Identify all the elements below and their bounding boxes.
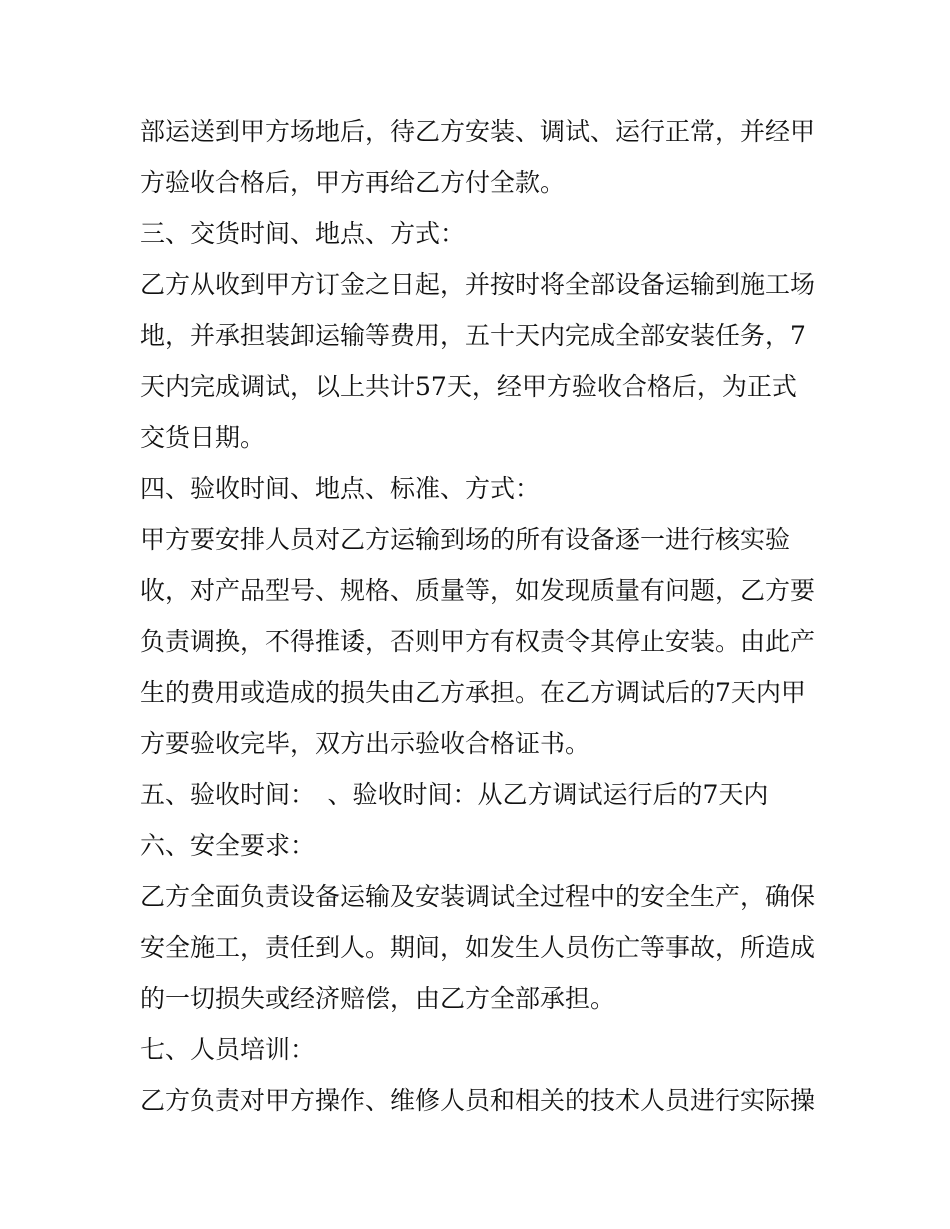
section-heading-acceptance: 四、验收时间、地点、标准、方式： xyxy=(140,474,541,503)
text-line: 收，对产品型号、规格、质量等，如发现质量有问题，乙方要 xyxy=(140,576,816,605)
text-line: 乙方全面负责设备运输及安装调试全过程中的安全生产，确保 xyxy=(140,882,816,911)
text-line: 部运送到甲方场地后，待乙方安装、调试、运行正常，并经甲 xyxy=(140,117,816,146)
text-line: 甲方要安排人员对乙方运输到场的所有设备逐一进行核实验 xyxy=(140,525,791,554)
section-heading-delivery: 三、交货时间、地点、方式： xyxy=(140,219,466,248)
text-line: 天内完成调试，以上共计57天，经甲方验收合格后，为正式 xyxy=(140,372,797,401)
text-line: 方验收合格后，甲方再给乙方付全款。 xyxy=(140,168,566,197)
section-heading-training: 七、人员培训： xyxy=(140,1035,316,1064)
text-line: 乙方从收到甲方订金之日起，并按时将全部设备运输到施工场 xyxy=(140,270,816,299)
text-line: 负责调换，不得推诿，否则甲方有权责令其停止安装。由此产 xyxy=(140,627,816,656)
document-body xyxy=(140,106,820,1126)
section-heading-safety: 六、安全要求： xyxy=(140,831,316,860)
section-heading-acceptance-time: 五、验收时间： 、验收时间：从乙方调试运行后的7天内 xyxy=(140,780,769,809)
text-line: 的一切损失或经济赔偿，由乙方全部承担。 xyxy=(140,984,616,1013)
text-line: 安全施工，责任到人。期间，如发生人员伤亡等事故，所造成 xyxy=(140,933,816,962)
text-line: 生的费用或造成的损失由乙方承担。在乙方调试后的7天内甲 xyxy=(140,678,806,707)
text-line: 地，并承担装卸运输等费用，五十天内完成全部安装任务，7 xyxy=(140,321,806,350)
text-line: 乙方负责对甲方操作、维修人员和相关的技术人员进行实际操 xyxy=(140,1086,816,1115)
text-line: 交货日期。 xyxy=(140,423,266,452)
text-line: 方要验收完毕，双方出示验收合格证书。 xyxy=(140,729,591,758)
